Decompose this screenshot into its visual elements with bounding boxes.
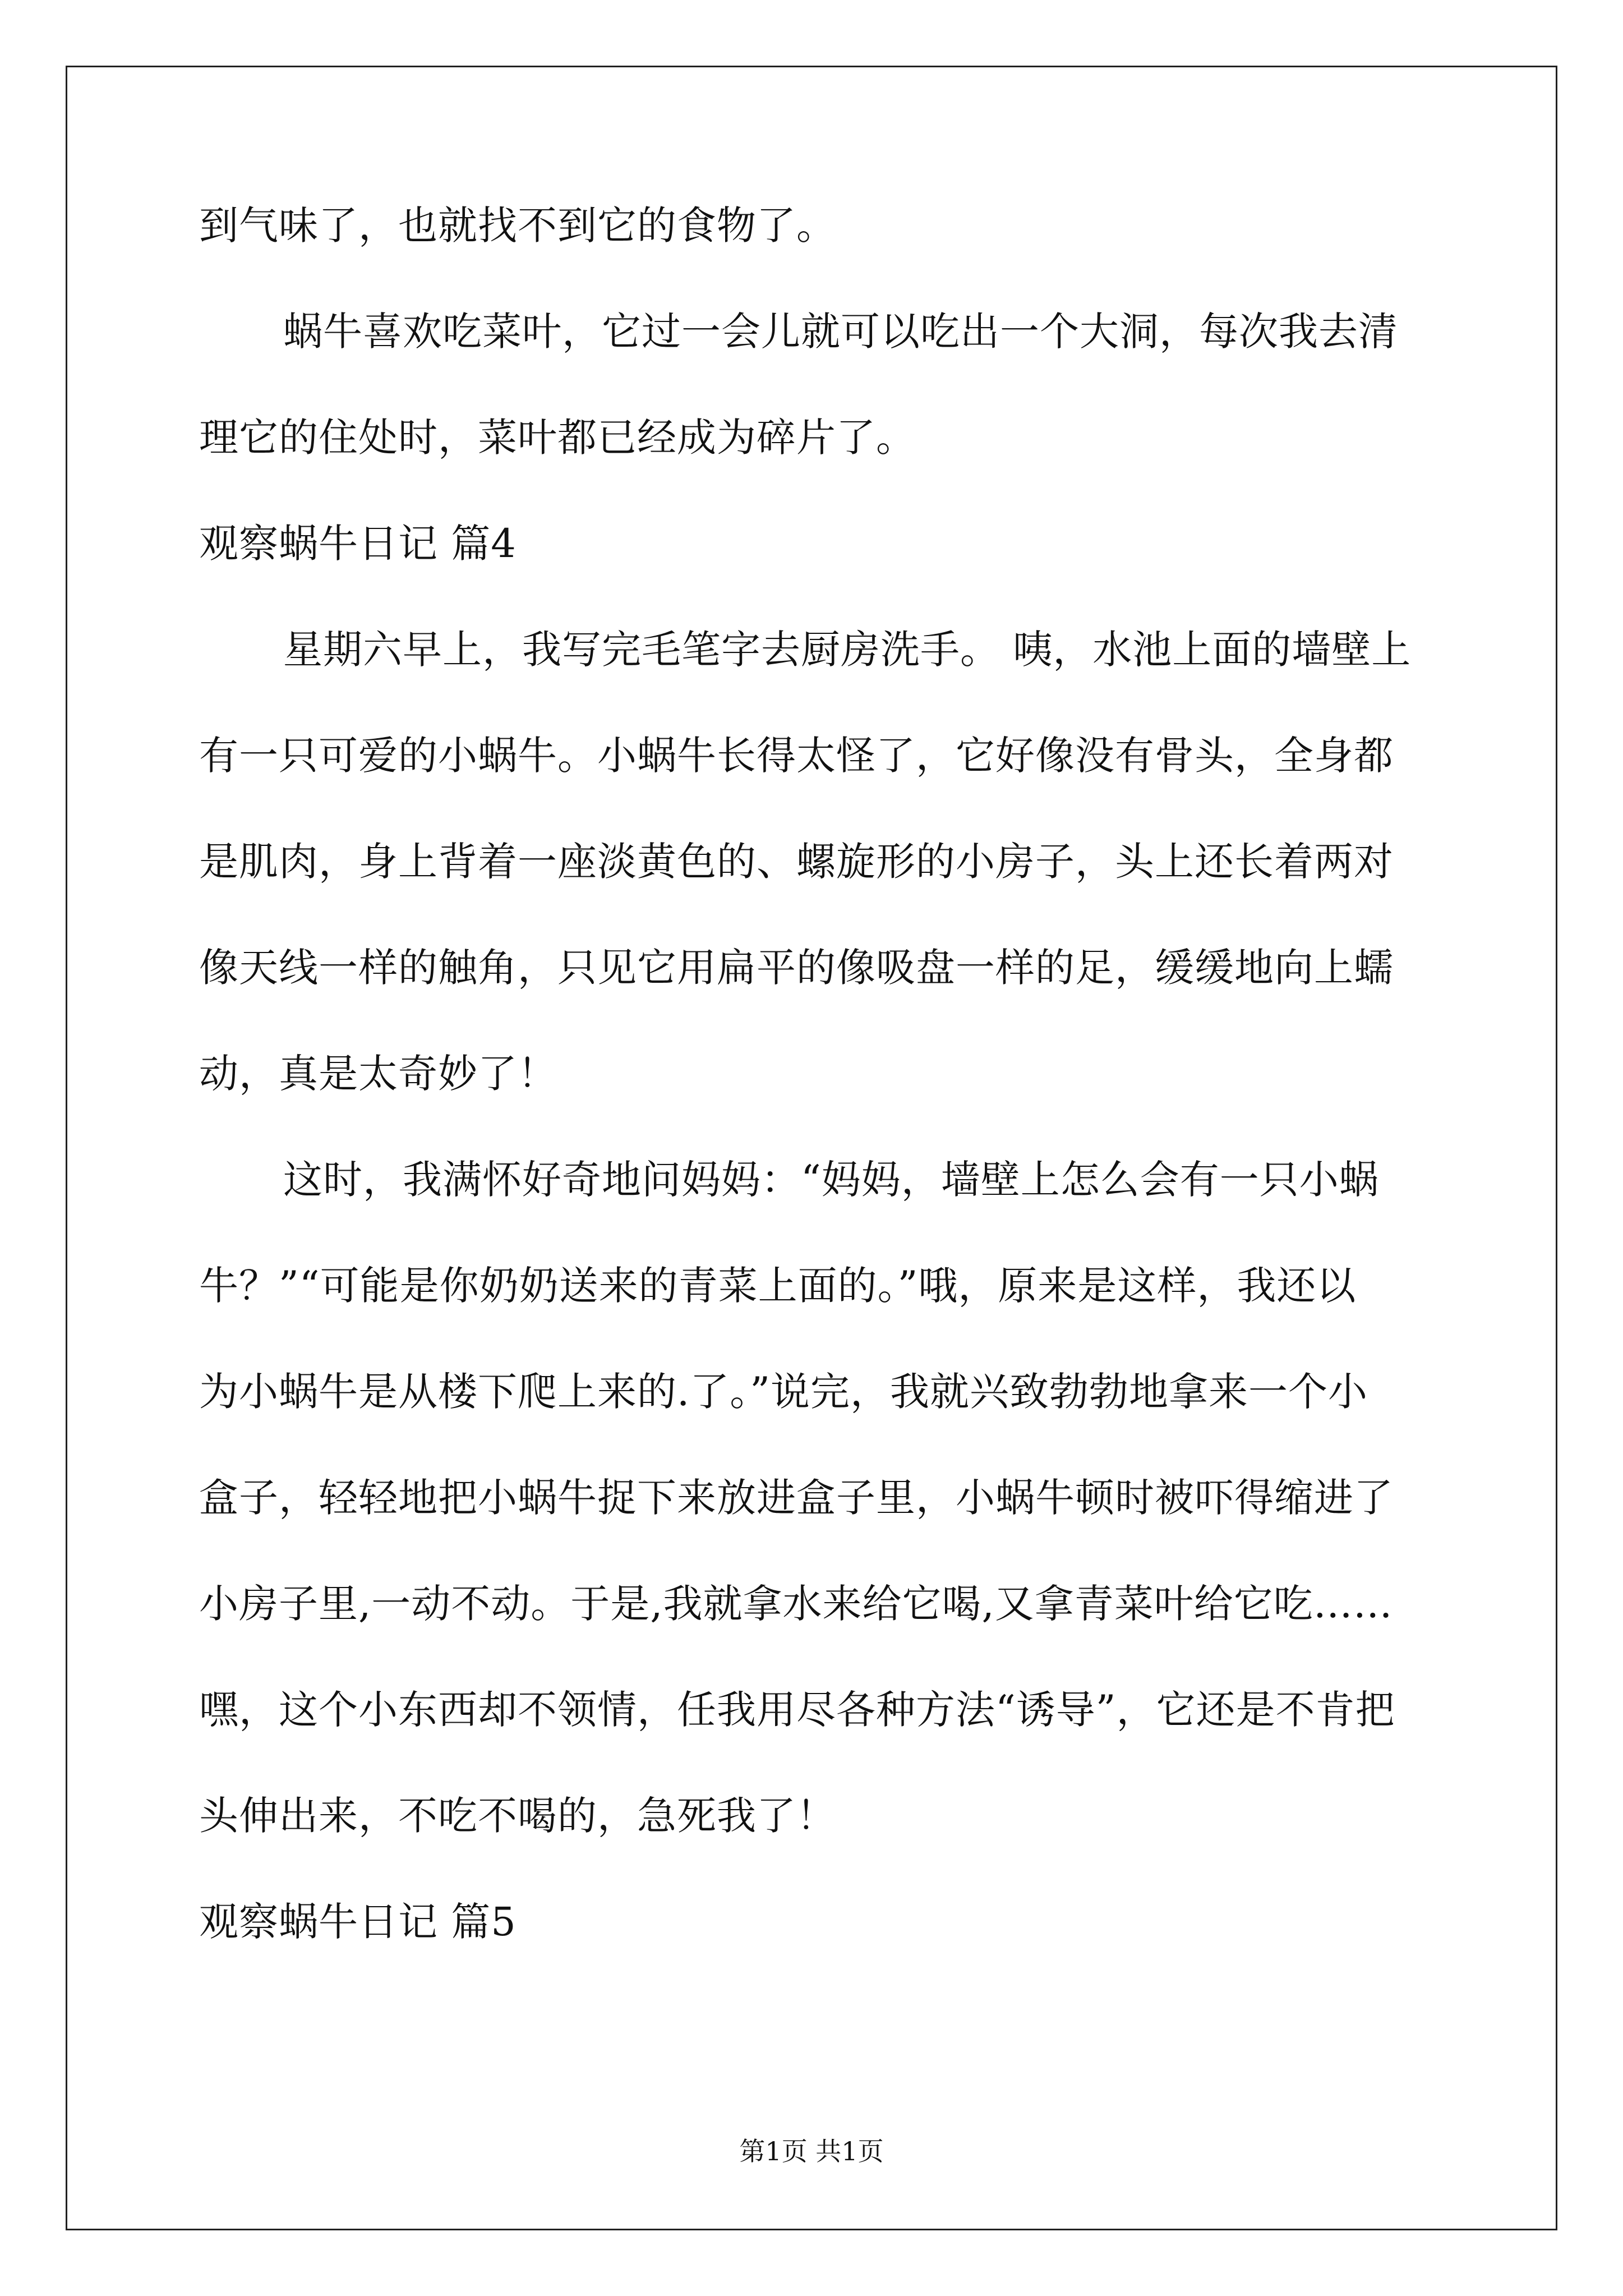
section-heading: 观察蜗牛日记 篇4 bbox=[199, 521, 517, 567]
text-line: 牛？”“可能是你奶奶送来的青菜上面的。”哦，原来是这样，我还以 bbox=[199, 1263, 1357, 1309]
text-line: 有一只可爱的小蜗牛。小蜗牛长得太怪了，它好像没有骨头，全身都 bbox=[199, 733, 1394, 779]
text-line: 理它的住处时，菜叶都已经成为碎片了。 bbox=[199, 415, 916, 461]
text-line: 为小蜗牛是从楼下爬上来的.了。”说完，我就兴致勃勃地拿来一个小 bbox=[199, 1369, 1368, 1415]
section-heading: 观察蜗牛日记 篇5 bbox=[199, 1899, 517, 1945]
text-line: 星期六早上，我写完毛笔字去厨房洗手。 咦，水池上面的墙壁上 bbox=[283, 627, 1412, 673]
text-line: 动，真是太奇妙了！ bbox=[199, 1051, 557, 1097]
document-body bbox=[199, 199, 1433, 2001]
text-line: 盒子，轻轻地把小蜗牛捉下来放进盒子里，小蜗牛顿时被吓得缩进了 bbox=[199, 1475, 1394, 1521]
text-line: 蜗牛喜欢吃菜叶，它过一会儿就可以吃出一个大洞，每次我去清 bbox=[283, 309, 1398, 355]
text-line: 头伸出来，不吃不喝的，急死我了！ bbox=[199, 1793, 836, 1839]
text-line: 小房子里,一动不动。于是,我就拿水来给它喝,又拿青菜叶给它吃…… bbox=[199, 1581, 1393, 1627]
text-line: 像天线一样的触角，只见它用扁平的像吸盘一样的足，缓缓地向上蠕 bbox=[199, 945, 1394, 991]
text-line: 是肌肉，身上背着一座淡黄色的、螺旋形的小房子，头上还长着两对 bbox=[199, 839, 1394, 885]
text-line: 到气味了，也就找不到它的食物了。 bbox=[199, 203, 836, 249]
text-line: 嘿，这个小东西却不领情，任我用尽各种方法“诱导”，它还是不肯把 bbox=[199, 1687, 1395, 1733]
page-number-footer: 第1页 共1页 bbox=[739, 2136, 884, 2166]
text-line: 这时，我满怀好奇地问妈妈：“妈妈，墙壁上怎么会有一只小蜗 bbox=[283, 1157, 1379, 1203]
